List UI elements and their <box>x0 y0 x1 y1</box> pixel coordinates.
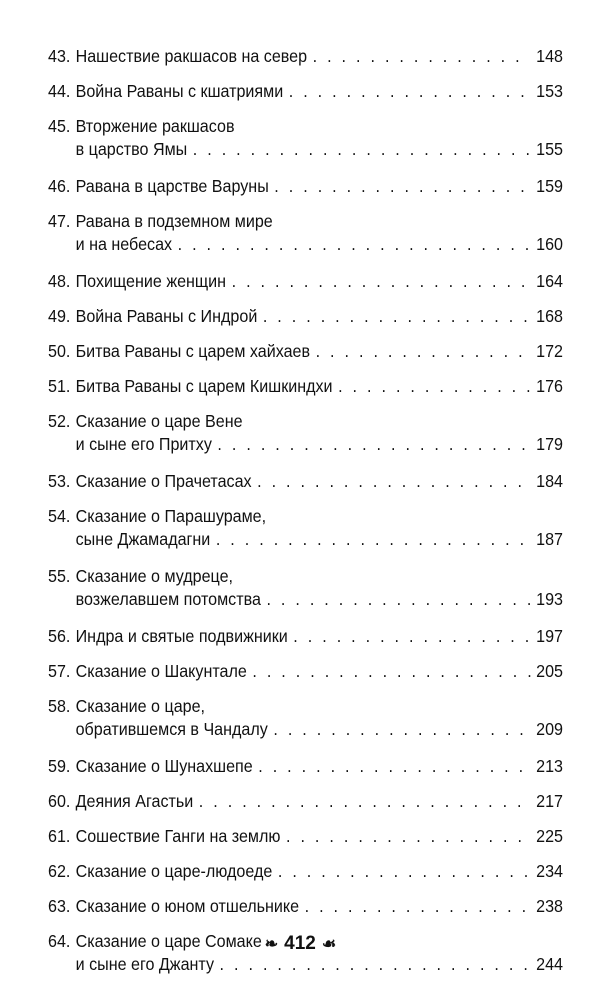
toc-entry-number: 60. <box>48 791 71 811</box>
toc-entry-page: 159 <box>536 176 564 196</box>
toc-entry-page: 160 <box>536 234 564 254</box>
toc-entry <box>48 825 563 848</box>
page-folio <box>0 933 601 955</box>
toc-entry-title: Равана в подземном мире <box>75 211 273 231</box>
dot-leader <box>278 860 531 883</box>
dot-leader <box>252 660 530 683</box>
toc-entry <box>48 410 563 456</box>
dot-leader <box>178 233 531 256</box>
toc-entry <box>48 470 563 493</box>
toc-entry-page: 148 <box>536 46 564 66</box>
toc-entry-page: 234 <box>536 861 564 881</box>
toc-entry-title: Сказание о Парашураме, <box>75 506 267 526</box>
dot-leader <box>220 953 531 976</box>
toc-entry-number: 62. <box>48 861 71 881</box>
toc-entry-page: 209 <box>536 719 564 739</box>
toc-entry <box>48 175 563 198</box>
toc-entry-number: 52. <box>48 411 71 431</box>
toc-entry-number: 43. <box>48 46 71 66</box>
toc-entry-number: 64. <box>48 931 71 951</box>
toc-entry <box>48 790 563 813</box>
toc-entry-title: Сказание о Шунахшепе <box>75 756 253 776</box>
toc-entry-number: 59. <box>48 756 71 776</box>
toc-entry <box>48 305 563 328</box>
toc-entry-page: 193 <box>536 589 564 609</box>
toc-entry-title: Сказание о царе-людоеде <box>75 861 273 881</box>
toc-entry-title: Сказание о юном отшельнике <box>75 896 300 916</box>
toc-entry <box>48 115 563 161</box>
toc-entry-number: 53. <box>48 471 71 491</box>
toc-entry-title: Индра и святые подвижники <box>75 626 288 646</box>
toc-entry-page: 238 <box>536 896 564 916</box>
toc-entry-page: 217 <box>536 791 564 811</box>
toc-entry-title: Похищение женщин <box>75 271 227 291</box>
toc-entry-page: 187 <box>536 529 564 549</box>
toc-entry-number: 63. <box>48 896 71 916</box>
toc-entry <box>48 375 563 398</box>
toc-entry-page: 184 <box>536 471 564 491</box>
toc-entry-title: Вторжение ракшасов <box>75 116 235 136</box>
page-number: 412 <box>284 933 316 954</box>
toc-entry <box>48 860 563 883</box>
toc-entry-number: 49. <box>48 306 71 326</box>
toc-entry-number: 45. <box>48 116 71 136</box>
dot-leader <box>274 175 530 198</box>
dot-leader <box>217 433 530 456</box>
toc-entry-number: 55. <box>48 566 71 586</box>
toc-entry-page: 153 <box>536 81 564 101</box>
toc-entry-number: 54. <box>48 506 71 526</box>
toc-entry <box>48 895 563 918</box>
toc-entry-title: и сыне его Джанту <box>75 954 215 974</box>
dot-leader <box>257 470 530 493</box>
toc-entry-title: в царство Ямы <box>75 139 188 159</box>
dot-leader <box>286 825 531 848</box>
toc-entry <box>48 80 563 103</box>
toc-entry <box>48 270 563 293</box>
toc-entry-title: возжелавшем потомства <box>75 589 261 609</box>
toc-entry-title: Война Раваны с Индрой <box>75 306 258 326</box>
toc-entry-page: 205 <box>536 661 564 681</box>
toc-entry-number: 48. <box>48 271 71 291</box>
toc-entry <box>48 505 563 551</box>
toc-entry-page: 176 <box>536 376 564 396</box>
toc-entry-page: 155 <box>536 139 564 159</box>
toc-entry-title: и на небесах <box>75 234 173 254</box>
toc-entry-page: 197 <box>536 626 564 646</box>
dot-leader <box>216 528 531 551</box>
ornament-left-icon: ❧ <box>264 935 279 953</box>
toc-entry-title: сыне Джамадагни <box>75 529 211 549</box>
toc-entry <box>48 625 563 648</box>
toc-entry <box>48 695 563 741</box>
toc-entry-title: Война Раваны с кшатриями <box>75 81 284 101</box>
toc-entry-page: 213 <box>536 756 564 776</box>
toc-entry-title: Сказание о мудреце, <box>75 566 234 586</box>
toc-entry-title: Сошествие Ганги на землю <box>75 826 281 846</box>
toc-entry-page: 164 <box>536 271 564 291</box>
toc-entry-title: Сказание о Шакунтале <box>75 661 247 681</box>
toc-entry-title: Сказание о царе Сомаке <box>75 931 262 951</box>
toc-entry <box>48 210 563 256</box>
dot-leader <box>273 718 530 741</box>
toc-entry-number: 58. <box>48 696 71 716</box>
toc-entry-title: Сказание о царе Вене <box>75 411 243 431</box>
toc-entry-page: 168 <box>536 306 564 326</box>
toc-entry-title: обратившемся в Чандалу <box>75 719 268 739</box>
toc-entry-page: 225 <box>536 826 564 846</box>
dot-leader <box>313 45 531 68</box>
dot-leader <box>293 625 530 648</box>
dot-leader <box>316 340 531 363</box>
toc-entry <box>48 340 563 363</box>
toc-entry-number: 51. <box>48 376 71 396</box>
toc-entry-title: Сказание о царе, <box>75 696 206 716</box>
toc-entry-title: и сыне его Притху <box>75 434 212 454</box>
toc-entry-title: Нашествие ракшасов на север <box>75 46 308 66</box>
dot-leader <box>258 755 530 778</box>
dot-leader <box>266 588 530 611</box>
dot-leader <box>305 895 531 918</box>
dot-leader <box>193 138 531 161</box>
toc-entry-number: 57. <box>48 661 71 681</box>
table-of-contents <box>48 45 563 990</box>
toc-entry-number: 44. <box>48 81 71 101</box>
toc-entry-page: 179 <box>536 434 564 454</box>
toc-entry <box>48 660 563 683</box>
toc-entry <box>48 565 563 611</box>
toc-entry-title: Равана в царстве Варуны <box>75 176 269 196</box>
dot-leader <box>232 270 531 293</box>
toc-entry-page: 244 <box>536 954 564 974</box>
toc-entry-number: 61. <box>48 826 71 846</box>
toc-entry-page: 172 <box>536 341 564 361</box>
toc-entry-number: 56. <box>48 626 71 646</box>
toc-entry <box>48 45 563 68</box>
toc-entry-number: 50. <box>48 341 71 361</box>
ornament-right-icon: ☙ <box>321 935 337 953</box>
dot-leader <box>199 790 531 813</box>
toc-entry-title: Битва Раваны с царем Кишкиндхи <box>75 376 333 396</box>
toc-entry-title: Битва Раваны с царем хайхаев <box>75 341 311 361</box>
toc-entry-number: 47. <box>48 211 71 231</box>
toc-entry-title: Деяния Агастьи <box>75 791 194 811</box>
dot-leader <box>338 375 531 398</box>
dot-leader <box>289 80 531 103</box>
dot-leader <box>263 305 531 328</box>
toc-entry-title: Сказание о Прачетасах <box>75 471 252 491</box>
toc-entry <box>48 755 563 778</box>
toc-entry-number: 46. <box>48 176 71 196</box>
